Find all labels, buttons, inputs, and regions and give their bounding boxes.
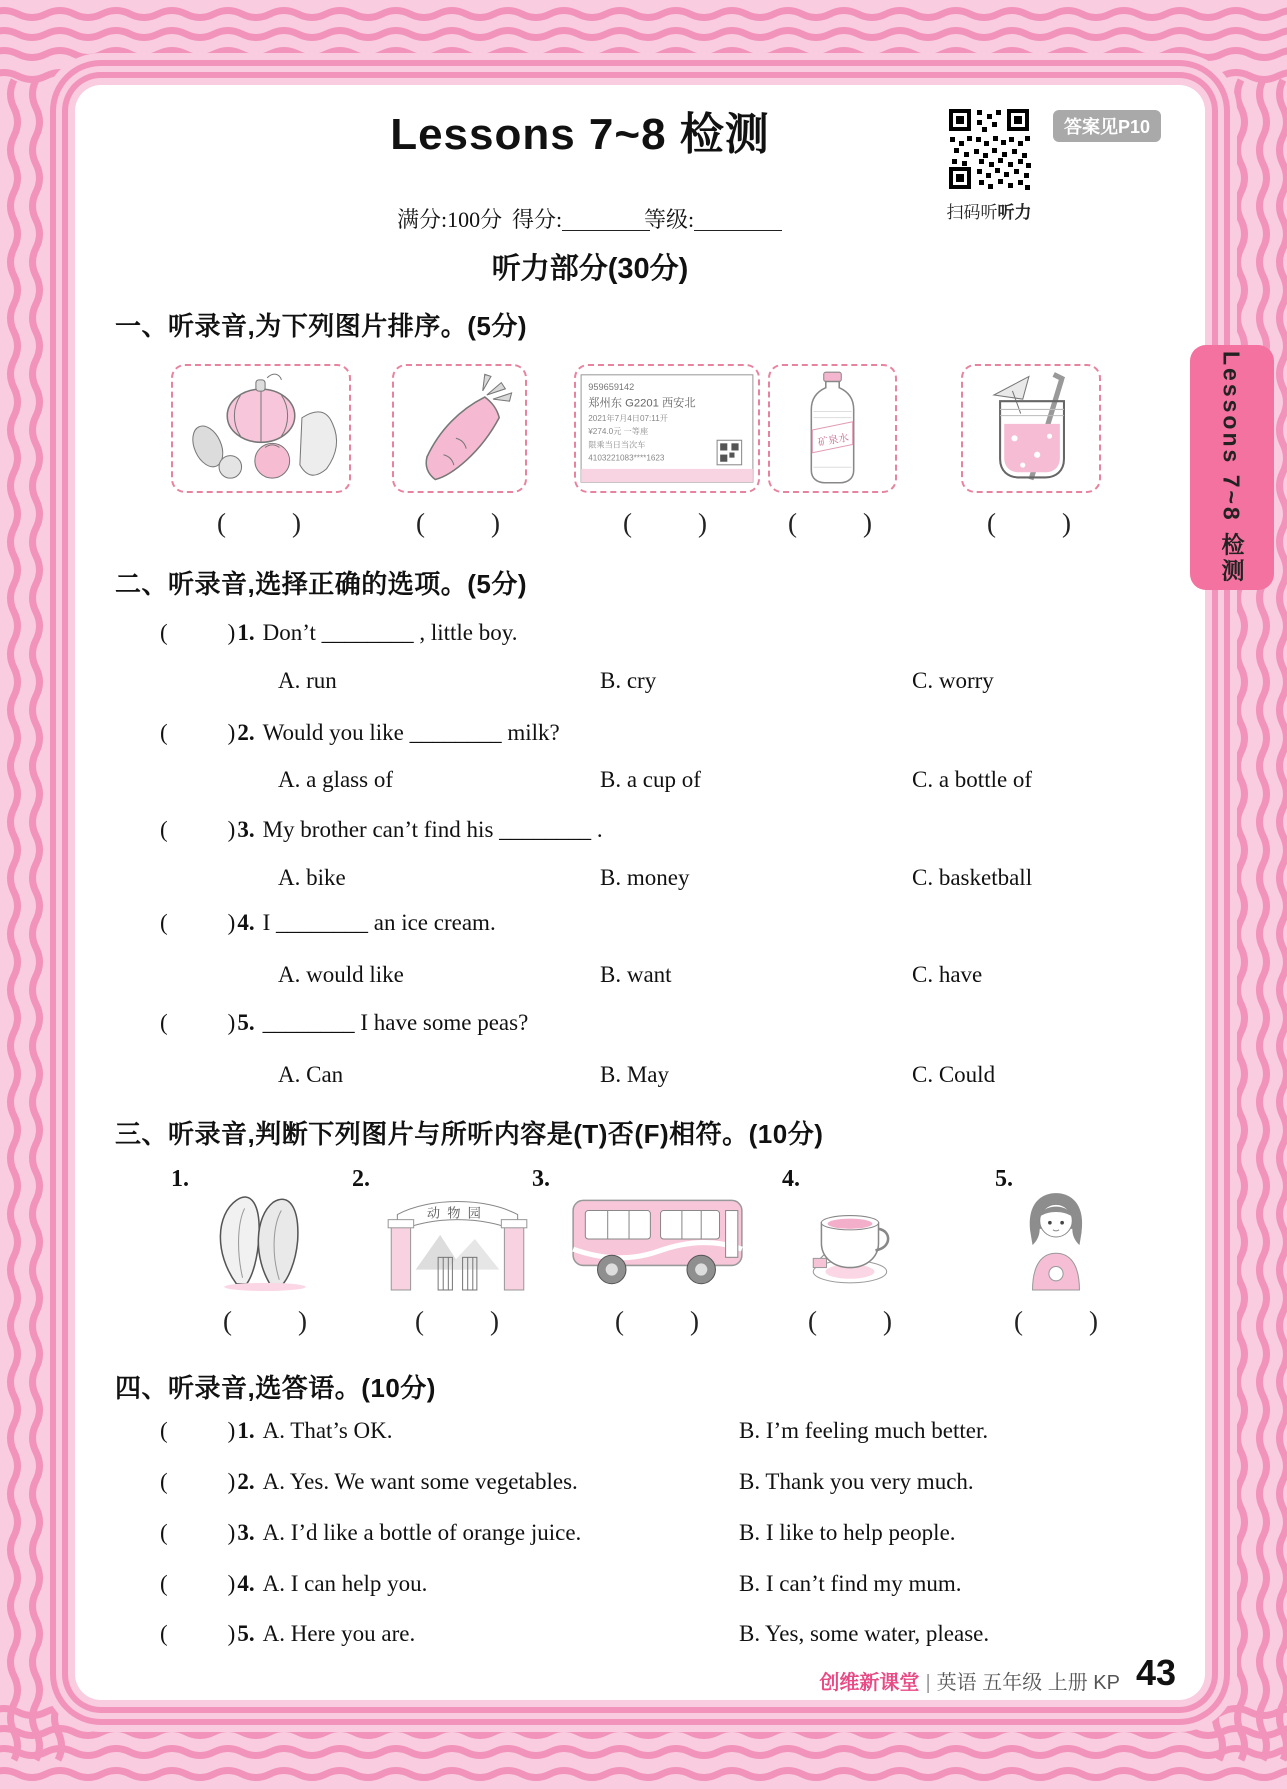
picture-box-bottle: [768, 364, 897, 493]
option-row: [0, 1062, 1130, 1090]
vegetables-image: [173, 366, 349, 491]
option-a: A. run: [278, 668, 337, 693]
qr-code: [946, 106, 1032, 192]
response-row: ( )4. A. I can help you. B. I can’t find my mum.: [160, 1571, 962, 1596]
question-line: ( )4. I ________ an ice cream.: [160, 910, 496, 935]
footer: [560, 1666, 1120, 1695]
page-title: Lessons 7~8 检测: [390, 110, 770, 159]
question-line: ( )2. Would you like ________ milk?: [160, 720, 560, 745]
answer-slot: ( ): [987, 508, 1071, 538]
footer-divider: |: [925, 1672, 931, 1694]
grade-blank: [694, 210, 782, 231]
section1-heading: 一、听录音,为下列图片排序。(5分): [115, 311, 528, 341]
item-number: 2.: [352, 1166, 370, 1192]
response-row: ( )3. A. I’d like a bottle of orange juice. B. I like to help people.: [160, 1520, 956, 1545]
footer-info: 英语 五年级 上册 KP: [936, 1672, 1120, 1694]
page-number: 43: [1136, 1652, 1177, 1693]
grade-label: 等级:: [644, 203, 782, 234]
picture-box-vegetables: [171, 364, 351, 493]
teacup-image: [802, 1186, 902, 1291]
item-number: 4.: [782, 1166, 800, 1192]
response-b: B. Thank you very much.: [739, 1469, 974, 1494]
response-a: A. I can help you.: [262, 1571, 428, 1596]
option-c: C. worry: [912, 668, 994, 693]
option-b: B. a cup of: [600, 767, 701, 792]
option-c: C. basketball: [912, 865, 1033, 890]
section3-heading: 三、听录音,判断下列图片与所听内容是(T)否(F)相符。(10分): [115, 1119, 824, 1149]
answer-slot: ( ): [1014, 1306, 1098, 1336]
side-tab: [1190, 345, 1274, 590]
picture-box-ticket: [574, 364, 760, 493]
response-b: B. I can’t find my mum.: [739, 1571, 962, 1596]
picture-box-carrot: [392, 364, 527, 493]
option-b: B. May: [600, 1062, 669, 1087]
carrot-image: [394, 366, 525, 491]
ticket-date: 2021年7月4日07:11开: [588, 413, 668, 423]
qr-caption-bold: 听力: [997, 203, 1032, 222]
option-a: A. bike: [278, 865, 346, 890]
picture-box-drink: [961, 364, 1101, 493]
option-row: [0, 668, 1130, 696]
listening-part-heading: 听力部分(30分): [491, 253, 689, 285]
water-bottle-image: [770, 366, 895, 491]
answer-slot: ( ): [615, 1306, 699, 1336]
ticket-serial: 959659142: [588, 382, 635, 393]
bus-image: [565, 1186, 750, 1291]
question-line: ( )1. Don’t ________ , little boy.: [160, 620, 518, 645]
answer-slot: ( ): [808, 1306, 892, 1336]
zoo-gate-text: 动物园: [426, 1205, 489, 1221]
item-number: 1.: [171, 1166, 189, 1192]
option-b: B. money: [600, 865, 690, 890]
qr-caption-normal: 扫码听: [946, 203, 998, 222]
response-row: ( )5. A. Here you are. B. Yes, some water, please.: [160, 1621, 990, 1646]
cabbage-image: [205, 1186, 325, 1291]
option-row: [0, 767, 1130, 795]
option-row: [0, 962, 1130, 990]
option-a: A. would like: [278, 962, 404, 987]
footer-brand: 创维新课堂: [819, 1672, 920, 1694]
answer-badge: 答案见P10: [1053, 110, 1161, 142]
girl-image: [1015, 1186, 1097, 1291]
ticket-route: 郑州东 G2201 西安北: [588, 397, 696, 410]
side-tab-label: Lessons 7~8 检测: [1218, 350, 1245, 585]
item-number: 3.: [532, 1166, 550, 1192]
response-row: ( )2. A. Yes. We want some vegetables. B. Thank you very much.: [160, 1469, 974, 1494]
question-line: ( )3. My brother can’t find his ________ .: [160, 817, 603, 842]
answer-slot: ( ): [788, 508, 872, 538]
item-number: 5.: [995, 1166, 1013, 1192]
answer-slot: ( ): [416, 508, 500, 538]
score-blank: [562, 210, 650, 231]
answer-slot: ( ): [623, 508, 707, 538]
option-c: C. a bottle of: [912, 767, 1033, 792]
ticket-note: 限乘当日当次车: [588, 440, 646, 450]
response-b: B. Yes, some water, please.: [739, 1621, 990, 1646]
zoo-gate-image: [380, 1186, 535, 1291]
train-ticket-image: [576, 366, 758, 491]
option-c: C. Could: [912, 1062, 996, 1087]
option-b: B. want: [600, 962, 672, 987]
score-label: 得分:: [512, 203, 650, 234]
score-row: [0, 203, 1287, 233]
response-a: A. That’s OK.: [262, 1418, 393, 1443]
ticket-price: ¥274.0元 一等座: [588, 427, 649, 437]
answer-slot: ( ): [223, 1306, 307, 1336]
bottle-label: 矿泉水: [817, 432, 850, 449]
question-line: ( )5. ________ I have some peas?: [160, 1010, 529, 1035]
option-a: A. a glass of: [278, 767, 393, 792]
section2-heading: 二、听录音,选择正确的选项。(5分): [115, 569, 528, 599]
option-c: C. have: [912, 962, 983, 987]
response-b: B. I like to help people.: [739, 1520, 956, 1545]
section4-heading: 四、听录音,选答语。(10分): [115, 1373, 436, 1403]
response-a: A. Yes. We want some vegetables.: [262, 1469, 578, 1494]
ticket-id: 4103221083****1623: [588, 453, 665, 463]
response-b: B. I’m feeling much better.: [739, 1418, 989, 1443]
option-b: B. cry: [600, 668, 657, 693]
full-score-label: 满分:100分: [397, 207, 503, 232]
response-a: A. I’d like a bottle of orange juice.: [262, 1520, 582, 1545]
option-row: [0, 865, 1130, 893]
response-row: ( )1. A. That’s OK. B. I’m feeling much better.: [160, 1418, 989, 1443]
answer-slot: ( ): [415, 1306, 499, 1336]
option-a: A. Can: [278, 1062, 344, 1087]
drink-image: [963, 366, 1099, 491]
answer-slot: ( ): [217, 508, 301, 538]
response-a: A. Here you are.: [262, 1621, 416, 1646]
